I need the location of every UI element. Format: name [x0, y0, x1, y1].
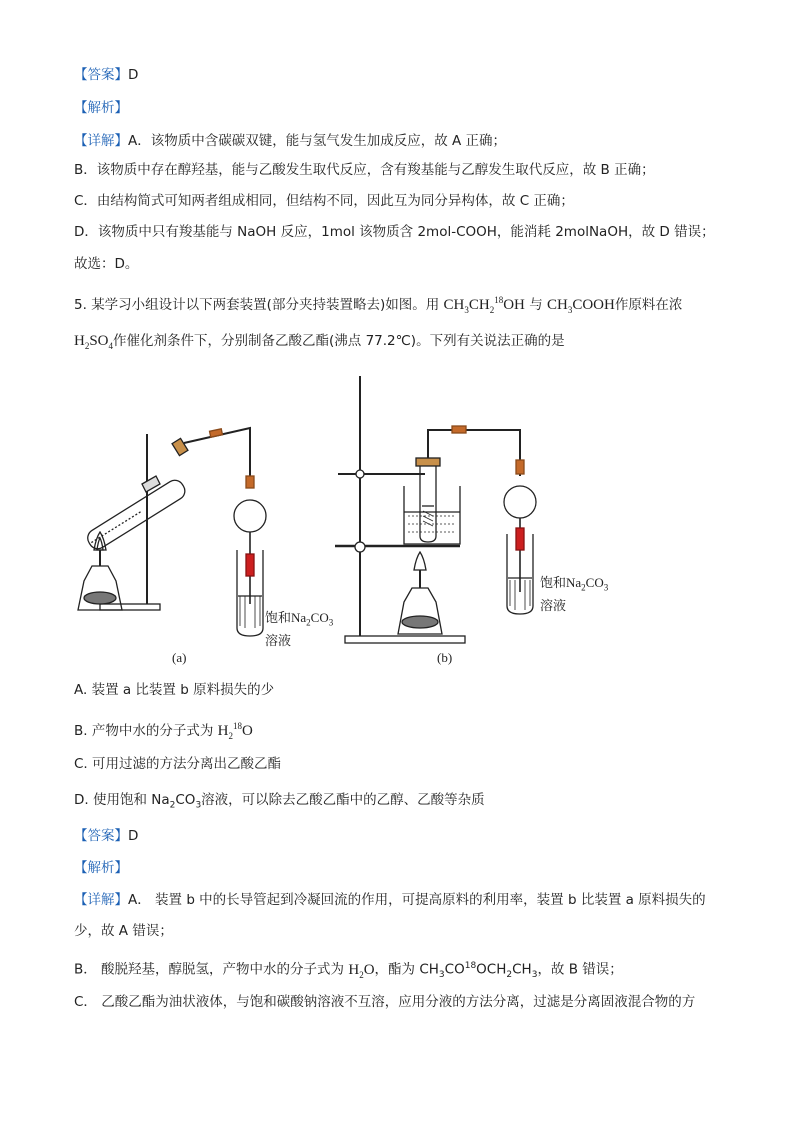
option-a: A. 装置 a 比装置 b 原料损失的少: [74, 682, 275, 698]
detail-label: 【详解】: [74, 133, 128, 149]
caption-a: (a): [172, 650, 187, 665]
detail-b-1: B．该物质中存在醇羟基，能与乙酸发生取代反应，含有羧基能与乙醇发生取代反应，故 B 正确；: [74, 162, 655, 178]
apparatus-diagram: [60, 366, 680, 666]
sulfuric-acid: $H_2SO_4$: [74, 333, 114, 351]
answer-value: D: [128, 67, 139, 83]
analysis-label-1: 【解析】: [74, 100, 128, 116]
answer-line-1: [74, 65, 138, 85]
label-saturated-na2co3-a: 饱和$Na_2CO_3$ 溶液: [265, 610, 334, 648]
answer-label: 【答案】: [74, 67, 128, 83]
conclusion-1: 故选：D。: [74, 256, 139, 272]
caption-b: (b): [437, 650, 453, 665]
detail-c-1: C．由结构简式可知两者组成相同，但结构不同，因此互为同分异构体，故 C 正确；: [74, 193, 574, 209]
detail-a-2: 【详解】A． 装置 b 中的长导管起到冷凝回流的作用，可提高原料的利用率，装置 b 比装置 a 原料损失的: [74, 892, 706, 908]
question-5-stem-line2: $H_2SO_4$作催化剂条件下，分别制备乙酸乙酯(沸点 77.2℃)。下列有关说法正确的是: [74, 333, 565, 351]
detail-a-1: 【详解】A．该物质中含碳碳双键，能与氢气发生加成反应，故 A 正确；: [74, 133, 507, 149]
detail-d-1: D．该物质中只有羧基能与 NaOH 反应，1mol 该物质含 2mol-COOH，能消耗 2molNaOH，故 D 错误；: [74, 224, 715, 240]
stand-base-a: [100, 604, 160, 610]
stand-base-b: [345, 636, 465, 643]
option-c: C. 可用过滤的方法分离出乙酸乙酯: [74, 756, 282, 772]
water-bath-beaker: [404, 486, 460, 544]
question-number: 5.: [74, 297, 87, 313]
detail-b-2: B． 酸脱羟基，醇脱氢，产物中水的分子式为 $H_2O$，酯为 $CH_3CO^{18}OCH_2CH_3$，故 B 错误；: [74, 961, 623, 981]
reactant-acetic-acid: $CH_3COOH$: [546, 297, 615, 315]
detail-c-2: C． 乙酸乙酯为油状液体，与饱和碳酸钠溶液不互溶，应用分液的方法分离，过滤是分离固液混合物的方: [74, 994, 696, 1010]
label-saturated-na2co3-b: 饱和$Na_2CO_3$ 溶液: [540, 575, 609, 613]
answer-line-2: 【答案】D: [74, 828, 139, 844]
option-b: B. 产物中水的分子式为 $H_2^{18}O$: [74, 721, 253, 741]
analysis-label-2: 【解析】: [74, 860, 128, 876]
detail-a-2-cont: 少，故 A 错误；: [74, 923, 173, 939]
apparatus-figure: [60, 366, 680, 666]
question-5-stem-line1: 5. 某学习小组设计以下两套装置(部分夹持装置略去)如图。用 $CH_3CH_2^{18}OH$ 与 $CH_3COOH$作原料在浓: [74, 295, 683, 315]
option-d: D. 使用饱和 $Na_2CO_3$溶液，可以除去乙酸乙酯中的乙醇、乙酸等杂质: [74, 792, 485, 811]
reactant-ethanol: $CH_3CH_2^{18}OH$: [443, 295, 525, 315]
